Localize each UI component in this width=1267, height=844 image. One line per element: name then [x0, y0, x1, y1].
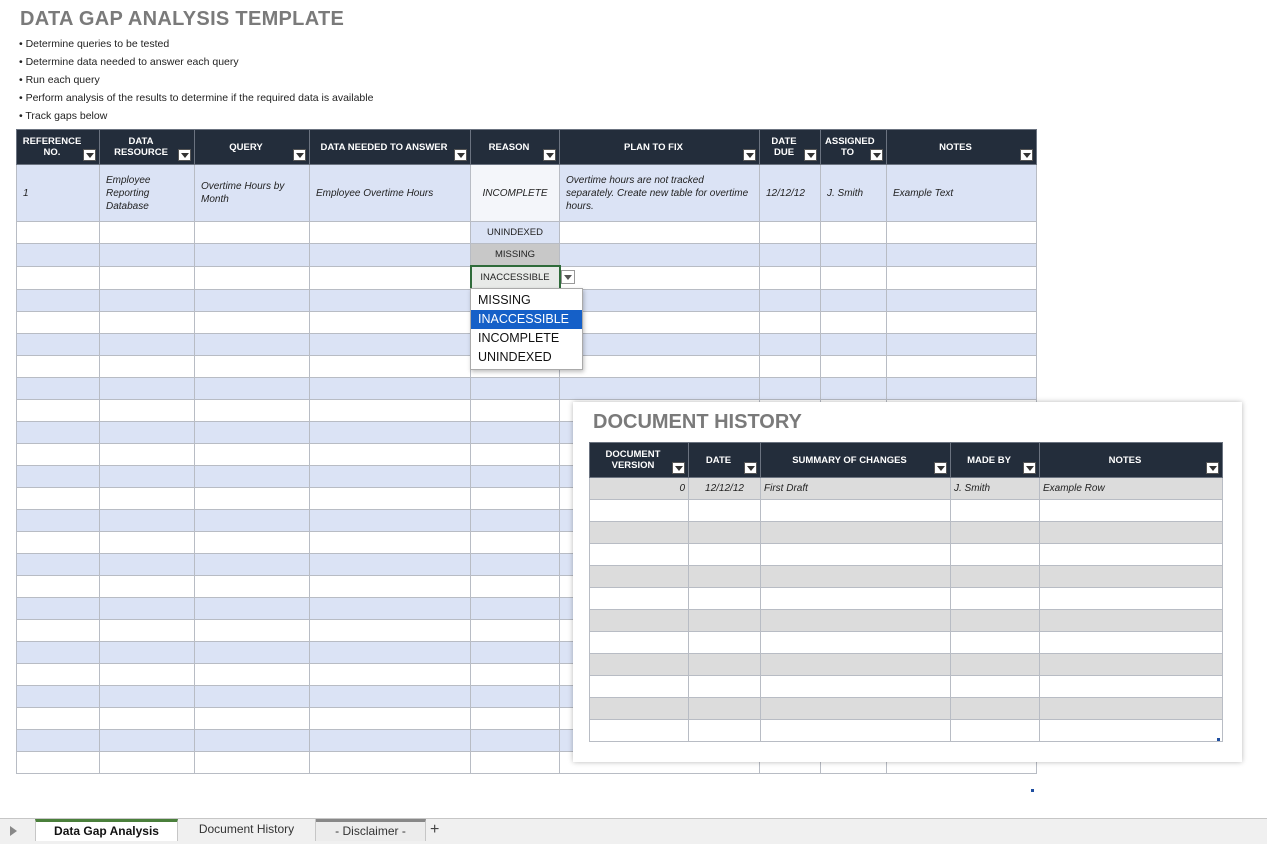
- cell[interactable]: [821, 266, 887, 289]
- header-date-due: DATE DUE: [760, 130, 821, 165]
- cell[interactable]: [100, 334, 195, 356]
- cell[interactable]: [560, 244, 760, 267]
- filter-dropdown-icon[interactable]: [178, 149, 191, 161]
- cell[interactable]: [17, 510, 100, 532]
- cell[interactable]: [310, 686, 471, 708]
- filter-dropdown-icon[interactable]: [804, 149, 817, 161]
- header-data-resource: DATA RESOURCE: [100, 130, 195, 165]
- cell[interactable]: [195, 532, 310, 554]
- cell[interactable]: [17, 422, 100, 444]
- cell[interactable]: [310, 620, 471, 642]
- dropdown-option[interactable]: INCOMPLETE: [478, 331, 560, 345]
- cell[interactable]: [590, 610, 689, 632]
- cell[interactable]: [590, 676, 689, 698]
- cell[interactable]: [310, 444, 471, 466]
- cell[interactable]: [761, 500, 951, 522]
- filter-dropdown-icon[interactable]: [1206, 462, 1219, 474]
- cell[interactable]: [100, 642, 195, 664]
- table-row: [590, 676, 1223, 698]
- dropdown-option[interactable]: UNINDEXED: [478, 350, 552, 364]
- cell[interactable]: [1040, 544, 1223, 566]
- sheet-tab-bar: [0, 818, 1267, 844]
- cell[interactable]: [310, 532, 471, 554]
- cell[interactable]: [951, 698, 1040, 720]
- cell[interactable]: [100, 222, 195, 244]
- cell[interactable]: [560, 222, 760, 244]
- cell[interactable]: [195, 334, 310, 356]
- cell[interactable]: [887, 289, 1037, 312]
- cell[interactable]: [100, 400, 195, 422]
- cell[interactable]: [17, 730, 100, 752]
- cell[interactable]: [17, 312, 100, 334]
- cell[interactable]: [1040, 500, 1223, 522]
- cell[interactable]: [471, 642, 560, 664]
- cell[interactable]: [689, 500, 761, 522]
- cell-reason[interactable]: UNINDEXED: [471, 222, 560, 244]
- cell[interactable]: [100, 266, 195, 289]
- cell[interactable]: [100, 444, 195, 466]
- cell[interactable]: [17, 686, 100, 708]
- cell[interactable]: [951, 632, 1040, 654]
- scroll-tabs-icon[interactable]: [10, 826, 17, 836]
- cell[interactable]: [310, 334, 471, 356]
- table-row: [590, 566, 1223, 588]
- cell-made-by[interactable]: J. Smith: [951, 478, 1040, 500]
- cell[interactable]: [590, 544, 689, 566]
- cell[interactable]: [17, 444, 100, 466]
- header-notes: NOTES: [1040, 443, 1223, 478]
- cell[interactable]: [195, 708, 310, 730]
- cell[interactable]: [760, 312, 821, 334]
- cell[interactable]: [590, 500, 689, 522]
- cell[interactable]: [760, 356, 821, 378]
- cell-reason-active[interactable]: INACCESSIBLE: [471, 266, 560, 289]
- tab-data-gap-analysis[interactable]: Data Gap Analysis: [35, 819, 178, 841]
- dropdown-option[interactable]: MISSING: [478, 293, 531, 307]
- cell[interactable]: [1040, 610, 1223, 632]
- cell[interactable]: [951, 610, 1040, 632]
- cell[interactable]: [471, 752, 560, 774]
- cell[interactable]: [310, 510, 471, 532]
- cell[interactable]: [17, 244, 100, 267]
- cell[interactable]: [195, 686, 310, 708]
- cell[interactable]: [1040, 676, 1223, 698]
- table-row: [17, 378, 1037, 400]
- header-reference-no: REFERENCE NO.: [17, 130, 100, 165]
- filter-dropdown-icon[interactable]: [543, 149, 556, 161]
- page-title: DATA GAP ANALYSIS TEMPLATE: [20, 8, 345, 30]
- cell[interactable]: [689, 522, 761, 544]
- cell[interactable]: [17, 752, 100, 774]
- cell-summary[interactable]: First Draft: [761, 478, 951, 500]
- cell[interactable]: [1040, 632, 1223, 654]
- cell[interactable]: [100, 752, 195, 774]
- cell[interactable]: [471, 598, 560, 620]
- cell[interactable]: [195, 664, 310, 686]
- cell[interactable]: [100, 510, 195, 532]
- cell[interactable]: [195, 576, 310, 598]
- cell[interactable]: [560, 266, 760, 289]
- cell[interactable]: [195, 466, 310, 488]
- cell[interactable]: [17, 708, 100, 730]
- cell[interactable]: [195, 244, 310, 267]
- cell[interactable]: [310, 642, 471, 664]
- filter-dropdown-icon[interactable]: [934, 462, 947, 474]
- table-row: [590, 478, 1223, 500]
- cell[interactable]: [17, 266, 100, 289]
- cell[interactable]: [100, 378, 195, 400]
- cell[interactable]: [560, 356, 760, 378]
- cell[interactable]: [17, 289, 100, 312]
- cell[interactable]: [17, 466, 100, 488]
- table-row: [17, 165, 1037, 222]
- cell-plan[interactable]: Overtime hours are not tracked separately. Create new table for overtime hours.: [560, 165, 760, 222]
- cell[interactable]: [590, 632, 689, 654]
- filter-dropdown-icon[interactable]: [83, 149, 96, 161]
- filter-dropdown-icon[interactable]: [293, 149, 306, 161]
- cell[interactable]: [590, 720, 689, 742]
- header-query: QUERY: [195, 130, 310, 165]
- cell[interactable]: [100, 554, 195, 576]
- cell[interactable]: [100, 576, 195, 598]
- cell[interactable]: [951, 588, 1040, 610]
- cell-notes[interactable]: Example Row: [1040, 478, 1223, 500]
- cell[interactable]: [821, 378, 887, 400]
- cell[interactable]: [1040, 522, 1223, 544]
- cell[interactable]: [689, 632, 761, 654]
- cell[interactable]: [560, 334, 760, 356]
- cell[interactable]: [310, 356, 471, 378]
- cell-dropdown-arrow-icon[interactable]: [561, 270, 575, 284]
- cell[interactable]: [195, 488, 310, 510]
- cell[interactable]: [17, 334, 100, 356]
- cell[interactable]: [590, 588, 689, 610]
- cell[interactable]: [100, 730, 195, 752]
- cell[interactable]: [760, 334, 821, 356]
- cell[interactable]: [471, 730, 560, 752]
- cell[interactable]: [471, 532, 560, 554]
- cell[interactable]: [471, 554, 560, 576]
- filter-dropdown-icon[interactable]: [454, 149, 467, 161]
- cell[interactable]: [821, 289, 887, 312]
- header-assigned-to: ASSIGNED TO: [821, 130, 887, 165]
- cell[interactable]: [310, 598, 471, 620]
- cell[interactable]: [689, 544, 761, 566]
- cell[interactable]: [761, 522, 951, 544]
- cell-data-needed[interactable]: Employee Overtime Hours: [310, 165, 471, 222]
- cell[interactable]: [471, 444, 560, 466]
- cell[interactable]: [760, 266, 821, 289]
- cell[interactable]: [195, 422, 310, 444]
- cell[interactable]: [471, 422, 560, 444]
- header-summary: SUMMARY OF CHANGES: [761, 443, 951, 478]
- cell[interactable]: [471, 620, 560, 642]
- cell[interactable]: [17, 620, 100, 642]
- cell[interactable]: [17, 664, 100, 686]
- header-made-by: MADE BY: [951, 443, 1040, 478]
- cell[interactable]: [310, 708, 471, 730]
- instruction-item: • Determine queries to be tested: [19, 37, 373, 55]
- cell[interactable]: [471, 576, 560, 598]
- filter-dropdown-icon[interactable]: [1020, 149, 1033, 161]
- cell[interactable]: [689, 566, 761, 588]
- cell[interactable]: [195, 266, 310, 289]
- document-history-panel: [573, 402, 1242, 762]
- cell[interactable]: [821, 334, 887, 356]
- cell[interactable]: [887, 244, 1037, 267]
- instructions-list: [19, 37, 373, 127]
- cell[interactable]: [761, 676, 951, 698]
- instruction-item: • Perform analysis of the results to determine if the required data is available: [19, 91, 373, 109]
- cell[interactable]: [100, 664, 195, 686]
- cell[interactable]: [951, 720, 1040, 742]
- cell[interactable]: [195, 752, 310, 774]
- cell[interactable]: [951, 544, 1040, 566]
- cell[interactable]: [821, 356, 887, 378]
- cell[interactable]: [760, 244, 821, 267]
- cell[interactable]: [195, 642, 310, 664]
- cell[interactable]: [761, 610, 951, 632]
- document-history-title: DOCUMENT HISTORY: [593, 411, 802, 433]
- cell-notes[interactable]: Example Text: [887, 165, 1037, 222]
- cell[interactable]: [887, 222, 1037, 244]
- cell-reference[interactable]: 1: [17, 165, 100, 222]
- filter-dropdown-icon[interactable]: [672, 462, 685, 474]
- cell[interactable]: [1040, 566, 1223, 588]
- cell-resource[interactable]: Employee Reporting Database: [100, 165, 195, 222]
- table-row: [590, 698, 1223, 720]
- cell[interactable]: [17, 642, 100, 664]
- cell[interactable]: [689, 698, 761, 720]
- tab-disclaimer[interactable]: - Disclaimer -: [316, 819, 426, 841]
- cell[interactable]: [195, 312, 310, 334]
- table-resize-handle[interactable]: [1217, 738, 1220, 741]
- cell[interactable]: [760, 289, 821, 312]
- cell[interactable]: [590, 698, 689, 720]
- cell[interactable]: [689, 588, 761, 610]
- header-plan-to-fix: PLAN TO FIX: [560, 130, 760, 165]
- cell[interactable]: [310, 378, 471, 400]
- cell[interactable]: [195, 378, 310, 400]
- cell[interactable]: [195, 730, 310, 752]
- cell[interactable]: [761, 654, 951, 676]
- cell[interactable]: [471, 664, 560, 686]
- cell[interactable]: [761, 720, 951, 742]
- cell-version[interactable]: 0: [590, 478, 689, 500]
- cell[interactable]: [821, 222, 887, 244]
- cell[interactable]: [310, 244, 471, 267]
- table-row: [590, 544, 1223, 566]
- cell-reason[interactable]: MISSING: [471, 244, 560, 267]
- table-resize-handle[interactable]: [1031, 789, 1034, 792]
- instruction-item: • Determine data needed to answer each query: [19, 55, 373, 73]
- cell[interactable]: [100, 686, 195, 708]
- header-date: DATE: [689, 443, 761, 478]
- cell[interactable]: [590, 566, 689, 588]
- cell[interactable]: [951, 654, 1040, 676]
- cell[interactable]: [310, 554, 471, 576]
- cell[interactable]: [17, 378, 100, 400]
- cell[interactable]: [310, 422, 471, 444]
- cell[interactable]: [100, 422, 195, 444]
- cell[interactable]: [1040, 654, 1223, 676]
- cell[interactable]: [100, 532, 195, 554]
- cell[interactable]: [195, 444, 310, 466]
- cell[interactable]: [951, 566, 1040, 588]
- cell[interactable]: [17, 532, 100, 554]
- cell[interactable]: [471, 510, 560, 532]
- cell[interactable]: [310, 400, 471, 422]
- cell[interactable]: [471, 400, 560, 422]
- cell[interactable]: [310, 488, 471, 510]
- cell[interactable]: [471, 488, 560, 510]
- filter-dropdown-icon[interactable]: [743, 149, 756, 161]
- cell[interactable]: [17, 222, 100, 244]
- cell[interactable]: [821, 244, 887, 267]
- cell[interactable]: [951, 522, 1040, 544]
- cell[interactable]: [689, 654, 761, 676]
- cell[interactable]: [100, 356, 195, 378]
- table-row: [590, 522, 1223, 544]
- cell[interactable]: [310, 222, 471, 244]
- dropdown-option-selected[interactable]: INACCESSIBLE: [471, 310, 582, 329]
- cell[interactable]: [195, 400, 310, 422]
- cell-date[interactable]: 12/12/12: [689, 478, 761, 500]
- reason-dropdown-list: [470, 288, 583, 370]
- cell[interactable]: [310, 752, 471, 774]
- cell[interactable]: [887, 378, 1037, 400]
- table-row: [590, 654, 1223, 676]
- cell[interactable]: [100, 598, 195, 620]
- cell[interactable]: [310, 312, 471, 334]
- cell[interactable]: [1040, 698, 1223, 720]
- cell[interactable]: [310, 266, 471, 289]
- instruction-item: • Run each query: [19, 73, 373, 91]
- cell[interactable]: [195, 222, 310, 244]
- table-row: [590, 720, 1223, 742]
- cell[interactable]: [100, 488, 195, 510]
- cell[interactable]: [887, 312, 1037, 334]
- cell[interactable]: [17, 488, 100, 510]
- cell[interactable]: [1040, 588, 1223, 610]
- cell[interactable]: [560, 289, 760, 312]
- cell[interactable]: [17, 598, 100, 620]
- cell[interactable]: [310, 664, 471, 686]
- cell[interactable]: [17, 400, 100, 422]
- table-row: [590, 632, 1223, 654]
- instruction-item: • Track gaps below: [19, 109, 373, 127]
- cell[interactable]: [760, 222, 821, 244]
- cell[interactable]: [761, 566, 951, 588]
- cell-assigned[interactable]: J. Smith: [821, 165, 887, 222]
- table-row: [17, 244, 1037, 267]
- cell[interactable]: [100, 466, 195, 488]
- cell[interactable]: [761, 632, 951, 654]
- header-data-needed: DATA NEEDED TO ANSWER: [310, 130, 471, 165]
- cell[interactable]: [560, 312, 760, 334]
- cell[interactable]: [195, 554, 310, 576]
- cell[interactable]: [761, 698, 951, 720]
- cell[interactable]: [689, 610, 761, 632]
- add-sheet-icon[interactable]: +: [430, 821, 440, 838]
- cell[interactable]: [887, 266, 1037, 289]
- cell[interactable]: [471, 378, 560, 400]
- cell[interactable]: [887, 334, 1037, 356]
- table-row: [17, 266, 1037, 289]
- cell-query[interactable]: Overtime Hours by Month: [195, 165, 310, 222]
- cell[interactable]: [100, 244, 195, 267]
- cell[interactable]: [471, 686, 560, 708]
- filter-dropdown-icon[interactable]: [744, 462, 757, 474]
- cell[interactable]: [100, 312, 195, 334]
- cell[interactable]: [761, 588, 951, 610]
- filter-dropdown-icon[interactable]: [870, 149, 883, 161]
- cell[interactable]: [951, 500, 1040, 522]
- header-reason: REASON: [471, 130, 560, 165]
- table-row: [590, 500, 1223, 522]
- cell[interactable]: [100, 289, 195, 312]
- cell[interactable]: [310, 466, 471, 488]
- cell[interactable]: [689, 720, 761, 742]
- tab-document-history[interactable]: Document History: [178, 819, 316, 841]
- document-history-table: [589, 442, 1223, 742]
- cell[interactable]: [560, 378, 760, 400]
- cell[interactable]: [590, 654, 689, 676]
- cell[interactable]: [195, 356, 310, 378]
- cell[interactable]: [17, 356, 100, 378]
- cell[interactable]: [195, 289, 310, 312]
- cell[interactable]: [17, 576, 100, 598]
- cell[interactable]: [310, 576, 471, 598]
- table-row: [17, 222, 1037, 244]
- filter-dropdown-icon[interactable]: [1023, 462, 1036, 474]
- cell[interactable]: [195, 598, 310, 620]
- cell[interactable]: [195, 620, 310, 642]
- cell[interactable]: [761, 544, 951, 566]
- cell[interactable]: [100, 708, 195, 730]
- cell[interactable]: [310, 289, 471, 312]
- table-row: [590, 610, 1223, 632]
- cell[interactable]: [951, 676, 1040, 698]
- cell[interactable]: [17, 554, 100, 576]
- cell-date-due[interactable]: 12/12/12: [760, 165, 821, 222]
- cell[interactable]: [195, 510, 310, 532]
- cell[interactable]: [310, 730, 471, 752]
- cell[interactable]: [471, 466, 560, 488]
- table-row: [590, 588, 1223, 610]
- header-notes: NOTES: [887, 130, 1037, 165]
- cell-reason[interactable]: INCOMPLETE: [471, 165, 560, 222]
- cell[interactable]: [887, 356, 1037, 378]
- cell[interactable]: [689, 676, 761, 698]
- cell[interactable]: [1040, 720, 1223, 742]
- cell[interactable]: [100, 620, 195, 642]
- cell[interactable]: [821, 312, 887, 334]
- cell[interactable]: [471, 708, 560, 730]
- cell[interactable]: [590, 522, 689, 544]
- header-document-version: DOCUMENT VERSION: [590, 443, 689, 478]
- cell[interactable]: [760, 378, 821, 400]
